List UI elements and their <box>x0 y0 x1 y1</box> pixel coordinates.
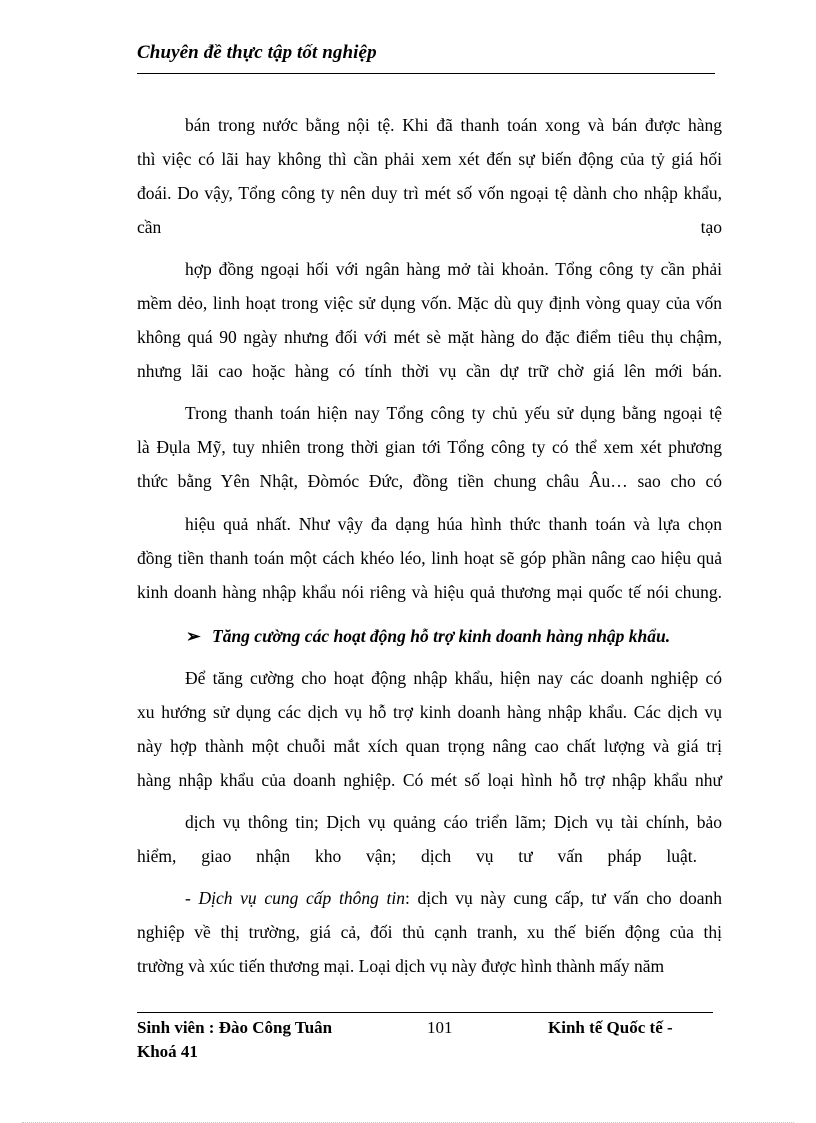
body-line: bán trong nước bằng nội tệ. Khi đã thanh toán xong và bán được hàng <box>185 115 722 135</box>
service-description: : dịch vụ này cung cấp, tư vấn cho doanh <box>404 888 722 908</box>
body-line: nghiệp về thị trường, giá cả, đối thủ cạnh tranh, xu thế biến động của thị <box>137 922 722 942</box>
header-title: Chuyên đề thực tập tốt nghiệp <box>137 42 377 63</box>
footer-major: Kinh tế Quốc tế - <box>548 1018 673 1037</box>
body-line: đoái. Do vậy, Tổng công ty nên duy trì mét số vốn ngoại tệ dành cho nhập khẩu, <box>137 183 722 203</box>
body-line: hiểm, giao nhận kho vận; dịch vụ tư vấn pháp luật. <box>137 846 697 866</box>
body-line: hợp đồng ngoại hối với ngân hàng mở tài khoản. Tổng công ty cần phải <box>185 259 722 279</box>
body-line: thì việc có lãi hay không thì cần phải xem xét đến sự biến động của tỷ giá hối <box>137 149 722 169</box>
body-line: xu hướng sử dụng các dịch vụ hỗ trợ kinh doanh hàng nhập khẩu. Các dịch vụ <box>137 702 722 722</box>
page-number: 101 <box>427 1018 453 1037</box>
body-line: kinh doanh hàng nhập khẩu nói riêng và hiệu quả thương mại quốc tế nói chung. <box>137 582 722 602</box>
body-line: đồng tiền thanh toán một cách khéo léo, linh hoạt sẽ góp phần nâng cao hiệu quả <box>137 548 722 568</box>
footer-student: Sinh viên : Đào Công Tuân <box>137 1018 333 1037</box>
body-line: này hợp thành một chuỗi mắt xích quan trọng nâng cao chất lượng và giá trị <box>137 736 722 756</box>
footer-divider <box>137 1012 713 1013</box>
footer-cohort: Khoá 41 <box>137 1042 198 1061</box>
body-line-mixed <box>185 887 722 909</box>
section-heading <box>186 625 726 647</box>
arrow-bullet-icon: ➢ <box>186 626 201 646</box>
body-line: không quá 90 ngày nhưng đối với mét sè mặt hàng do đặc điểm tiêu thụ chậm, <box>137 327 722 347</box>
body-line: Trong thanh toán hiện nay Tổng công ty chủ yếu sử dụng bằng ngoại tệ <box>185 403 722 423</box>
body-line: thức bằng Yên Nhật, Đòmóc Đức, đồng tiền chung châu Âu… sao cho có <box>137 471 722 491</box>
service-term: - Dịch vụ cung cấp thông tin <box>185 888 405 908</box>
body-line: là Đụla Mỹ, tuy nhiên trong thời gian tới Tổng công ty có thể xem xét phương <box>137 437 722 457</box>
section-heading-text: Tăng cường các hoạt động hỗ trợ kinh doanh hàng nhập khẩu. <box>212 626 671 646</box>
body-line: nhưng lãi cao hoặc hàng có tính thời vụ cần dự trữ chờ giá lên mới bán. <box>137 361 722 381</box>
body-line: hiệu quả nhất. Như vậy đa dạng húa hình thức thanh toán và lựa chọn <box>185 514 722 534</box>
body-line: mềm dẻo, linh hoạt trong việc sử dụng vốn. Mặc dù quy định vòng quay của vốn <box>137 293 722 313</box>
body-line: dịch vụ thông tin; Dịch vụ quảng cáo triển lãm; Dịch vụ tài chính, bảo <box>185 812 722 832</box>
body-line: hàng nhập khẩu của doanh nghiệp. Có mét số loại hình hỗ trợ nhập khẩu như <box>137 770 722 790</box>
header-divider <box>137 73 715 74</box>
body-line-end: tạo <box>700 217 722 237</box>
body-line: Để tăng cường cho hoạt động nhập khẩu, hiện nay các doanh nghiệp có <box>185 668 722 688</box>
body-line-start: cần <box>137 217 162 237</box>
body-line-split <box>137 216 722 238</box>
body-line: trường và xúc tiến thương mại. Loại dịch vụ này được hình thành mấy năm <box>137 956 665 976</box>
